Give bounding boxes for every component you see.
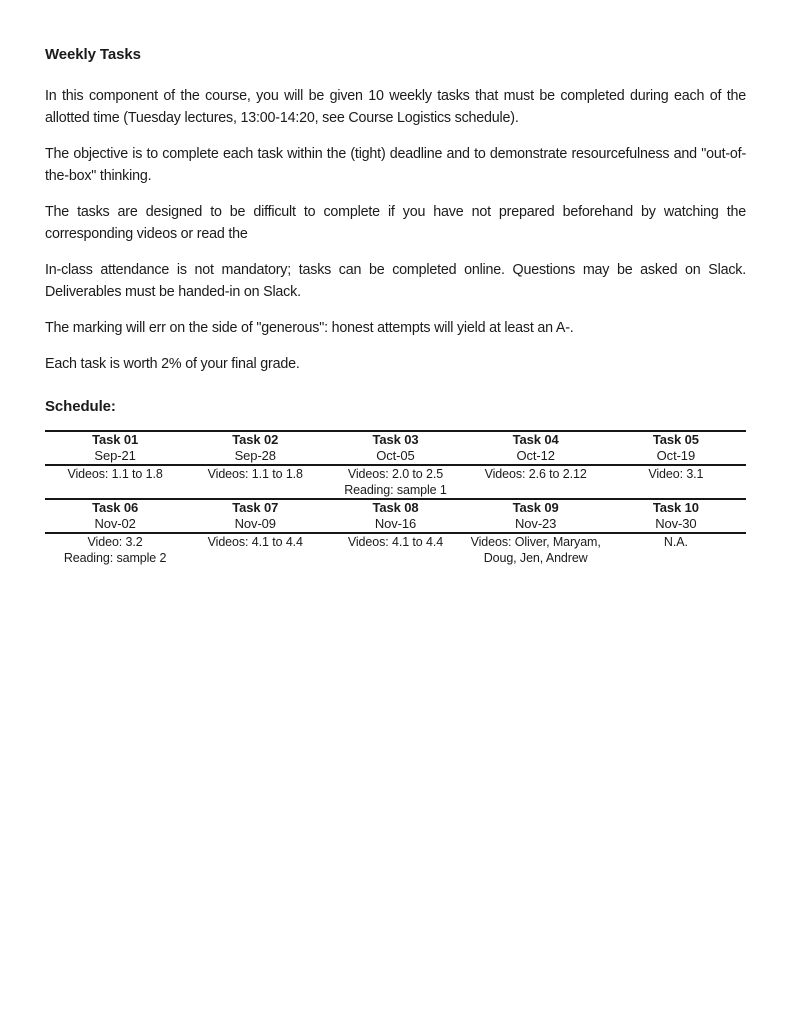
paragraph-preparation: The tasks are designed to be difficult to complete if you have not prepared beforehand by watching the corresponding videos or read the: [45, 204, 746, 242]
schedule-table-weeks-1-5: [45, 430, 746, 498]
task-header-cell: Task 04: [512, 432, 559, 447]
paragraph-intro: In this component of the course, you will be given 10 weekly tasks that must be completed during each of the allotted time (Tuesday lectures, 13:00-14:20, see Course Logistics schedule).: [45, 88, 746, 126]
paragraph-objective: The objective is to complete each task within the (tight) deadline and to demonstrate resourcefulness and "out-of-the-box" thinking.: [45, 146, 746, 184]
paragraph-marking: The marking will err on the side of "generous": honest attempts will yield at least an A-.: [45, 320, 574, 336]
task-header-cell: Task 03: [372, 432, 419, 447]
task-detail-cell: [466, 465, 606, 498]
task-detail-cell: [606, 465, 746, 498]
task-date-row: [45, 516, 746, 533]
task-detail-row: [45, 465, 746, 498]
detail-line: Reading: sample 2: [63, 551, 167, 565]
detail-line: Reading: sample 1: [344, 483, 447, 497]
task-detail-cell: [466, 533, 606, 566]
task-date-cell: Nov-30: [606, 516, 746, 533]
task-header-cell: Task 02: [232, 432, 279, 447]
task-header-cell: Task 10: [652, 500, 699, 515]
task-date-cell: Nov-23: [466, 516, 606, 533]
detail-line: Video: 3.1: [648, 467, 704, 481]
task-header-row: [45, 431, 746, 448]
task-detail-cell: [185, 533, 325, 566]
detail-line: Videos: 4.1 to 4.4: [207, 535, 303, 549]
detail-line: Videos: Oliver, Maryam,: [470, 535, 601, 549]
task-detail-cell: [45, 465, 185, 498]
schedule-table-weeks-6-10: [45, 498, 746, 566]
task-detail-row: [45, 533, 746, 566]
page-title: Weekly Tasks: [45, 46, 141, 63]
task-date-row: [45, 448, 746, 465]
paragraph-attendance: In-class attendance is not mandatory; tasks can be completed online. Questions may be asked on Slack. Deliverables must be handed-in on Slack.: [45, 262, 746, 300]
detail-line: Videos: 1.1 to 1.8: [207, 467, 303, 481]
detail-line: Videos: 2.0 to 2.5: [347, 467, 444, 481]
task-detail-cell: [325, 465, 465, 498]
detail-line: Doug, Jen, Andrew: [483, 551, 588, 565]
task-date-cell: Nov-02: [45, 516, 185, 533]
detail-line: Videos: 1.1 to 1.8: [67, 467, 163, 481]
paragraph-grade-weight: Each task is worth 2% of your final grade.: [45, 356, 300, 372]
detail-line: N.A.: [663, 535, 688, 549]
task-detail-cell: [325, 533, 465, 566]
task-detail-cell: [185, 465, 325, 498]
task-date-cell: Oct-05: [325, 448, 465, 465]
task-header-cell: Task 05: [652, 432, 699, 447]
task-header-row: [45, 499, 746, 516]
task-header-cell: Task 07: [232, 500, 279, 515]
schedule-heading: Schedule:: [45, 398, 116, 415]
task-detail-cell: [45, 533, 185, 566]
task-date-cell: Nov-16: [325, 516, 465, 533]
task-header-cell: Task 08: [372, 500, 419, 515]
task-header-cell: Task 06: [92, 500, 139, 515]
detail-line: Video: 3.2: [87, 535, 143, 549]
task-date-cell: Sep-28: [185, 448, 325, 465]
task-header-cell: Task 09: [512, 500, 559, 515]
task-header-cell: Task 01: [92, 432, 139, 447]
task-detail-cell: [606, 533, 746, 566]
task-date-cell: Oct-12: [466, 448, 606, 465]
detail-line: Videos: 4.1 to 4.4: [347, 535, 444, 549]
task-date-cell: Sep-21: [45, 448, 185, 465]
task-date-cell: Oct-19: [606, 448, 746, 465]
detail-line: Videos: 2.6 to 2.12: [484, 467, 587, 481]
task-date-cell: Nov-09: [185, 516, 325, 533]
